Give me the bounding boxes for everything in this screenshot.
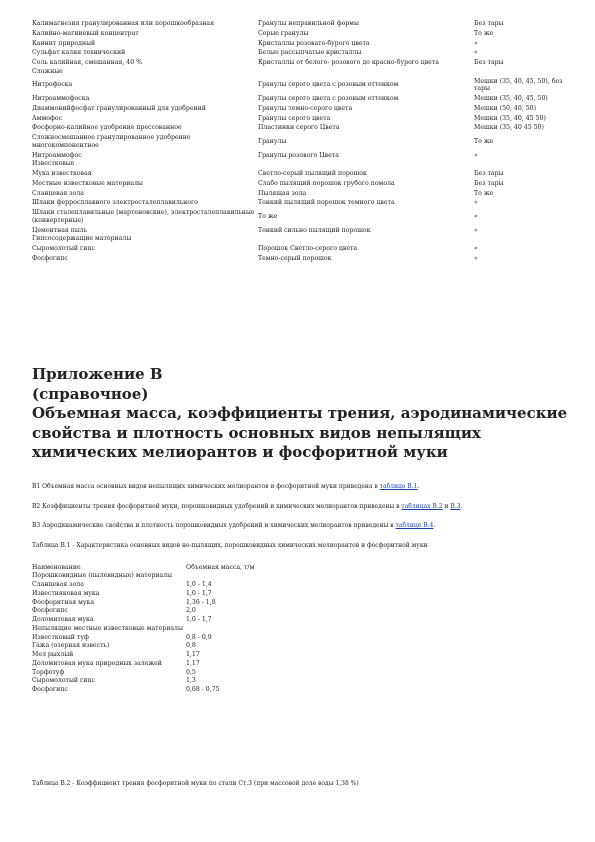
cell-name: Фосфогипс <box>32 254 68 262</box>
cell-pack <box>474 160 567 169</box>
cell-value: 1,0 - 1,7 <box>186 589 212 597</box>
table-row <box>32 19 567 29</box>
cell-name: Сульфат калия технический <box>32 49 126 57</box>
section-row <box>32 160 567 169</box>
cell-name: Непылящие местные известковые материалы <box>32 624 183 632</box>
cell-name: Известковые <box>32 160 75 168</box>
heading-line: Приложение В <box>32 365 163 383</box>
table-row <box>32 642 306 651</box>
cell-name: Известковый туф <box>32 633 89 641</box>
cell-name: Гипсосодержащие материалы <box>32 235 132 243</box>
cell-pack: « <box>474 226 478 234</box>
cell-form: Светло-серый пылящий порошок <box>258 170 367 177</box>
cell-pack: « <box>474 49 478 57</box>
cell-name: Шлаки ферросплавного электросталеплавильного <box>32 199 198 207</box>
cell-name: Сложные <box>32 67 63 75</box>
link-table-b4[interactable]: таблице В.4 <box>395 522 434 529</box>
table-row <box>32 677 306 686</box>
link-table-b2[interactable]: таблицах В.2 <box>401 503 443 510</box>
cell-name: Калимагнезия гранулированная или порошкообразная <box>32 20 215 27</box>
cell-pack: « <box>474 254 478 262</box>
table-row <box>32 123 567 133</box>
cell-form: Гранулы неправильной формы <box>258 20 360 27</box>
cell-pack: Мешки (35, 40, 45 50) <box>474 114 546 122</box>
cell-value <box>186 624 306 633</box>
table-row <box>32 104 567 114</box>
cell-pack: « <box>474 151 478 159</box>
fertilizer-table <box>32 19 567 264</box>
header-value: Объемная масса, т/м <box>186 563 255 571</box>
cell-value: 1,3 <box>186 677 196 685</box>
cell-pack: Мешки (50, 40, 50) <box>474 104 537 112</box>
cell-name: Нитроаммофос <box>32 151 82 159</box>
cell-form: Гранулы серого цвета с розовым оттенком <box>258 81 399 89</box>
cell-form: Пылящая зола <box>258 189 307 197</box>
table-row <box>32 589 306 598</box>
section-row <box>32 572 306 581</box>
table-row <box>32 39 567 49</box>
cell-name: Нитрофоска <box>32 81 73 89</box>
cell-form <box>258 235 474 244</box>
cell-pack: То же <box>474 189 494 197</box>
heading-line: химических мелиорантов и фосфоритной муки <box>32 443 448 461</box>
cell-value: 1,17 <box>186 659 200 667</box>
cell-pack: Мешки (35, 40 45 50) <box>474 124 544 132</box>
table-row <box>32 651 306 660</box>
table-row <box>32 659 306 668</box>
cell-value: 0,8 - 0,9 <box>186 633 212 641</box>
cell-form: Гранулы темно-серого цвета <box>258 104 353 112</box>
cell-form: Гранулы серого цвета с розовым оттенком <box>258 95 399 102</box>
cell-value: 1,0 - 1,4 <box>186 581 212 588</box>
table-row <box>32 226 567 236</box>
cell-pack: « <box>474 39 478 47</box>
cell-name: Фосфорно-калийное удобрение прессованное <box>32 124 182 132</box>
cell-pack: « <box>474 199 478 207</box>
table-row <box>32 169 567 179</box>
table-row <box>32 189 567 199</box>
cell-name: Сложносмешанное гранулированное удобрение многокомпонентное <box>32 134 191 149</box>
table-row <box>32 77 567 95</box>
cell-form: Серые гранулы <box>258 29 309 37</box>
cell-pack <box>474 68 567 77</box>
cell-form: Тонкий пылящий порошок темного цвета <box>258 199 395 207</box>
cell-name: Гажа (озерная известь) <box>32 642 110 650</box>
cell-value: 1,17 <box>186 651 200 658</box>
cell-name: Сыромолотый гипс <box>32 677 95 685</box>
cell-name: Каинит природный <box>32 39 96 47</box>
table-row <box>32 58 567 68</box>
cell-form: Гранулы <box>258 137 287 145</box>
cell-value <box>186 572 306 581</box>
cell-form: То же <box>258 212 278 220</box>
cell-pack: То же <box>474 137 494 145</box>
heading-line: свойства и плотность основных видов непылящих <box>32 423 481 442</box>
cell-name: Шлаки сталеплавильные (мартеновские), электросталеплавильные (конвертерные) <box>32 209 255 224</box>
cell-form: Белые рассыпчатые кристаллы <box>258 49 362 57</box>
cell-name: Известняковая мука <box>32 589 100 597</box>
cell-name: Торфотуф <box>32 668 65 676</box>
cell-form: Тонкий сильно пылящий порошок <box>258 226 371 234</box>
table-row <box>32 616 306 625</box>
cell-pack: То же <box>474 29 494 37</box>
link-table-b1[interactable]: таблице В.1 <box>379 483 418 490</box>
table-row <box>32 208 567 226</box>
cell-name: Цементная пыль <box>32 226 88 234</box>
cell-form <box>258 160 474 169</box>
cell-pack: Мешки (35, 40, 45, 50), без тары <box>474 77 563 93</box>
paragraph-b3: В3 Аэродинамические свойства и плотность порошковидных удобрений и химических мелиорантов приведены в таблице В.4. <box>32 522 436 529</box>
table-row <box>32 48 567 58</box>
cell-value: 0,8 <box>186 642 196 650</box>
cell-name: Аммофос <box>32 114 63 122</box>
table-row <box>32 244 567 254</box>
table-row <box>32 133 567 151</box>
cell-value: 2,0 <box>186 607 196 615</box>
table-row <box>32 29 567 39</box>
bulk-density-table <box>32 563 306 694</box>
cell-name: Фосфогипс <box>32 686 68 693</box>
cell-value: 0,68 - 0,75 <box>186 686 220 693</box>
cell-name: Доломитовая мука природных залежей <box>32 659 162 667</box>
cell-name: Калийно-магниевый концентрат <box>32 29 139 37</box>
cell-name: Фосфогипс <box>32 607 68 615</box>
section-row <box>32 624 306 633</box>
table-row <box>32 607 306 616</box>
cell-pack <box>474 235 567 244</box>
table-header-row <box>32 563 306 572</box>
cell-pack: « <box>474 245 478 252</box>
section-row <box>32 235 567 244</box>
paragraph-b2: В2 Коэффициенты трения фосфоритной муки, порошковидных удобрений и химических мелиорантов приведены в таблицах В.2 и В.3. <box>32 503 463 510</box>
table-b2-caption: Таблица В.2 - Коэффициент трения фосфоритной муки по стали Ст.3 (при массовой доле воды 1,38 %) <box>32 780 359 787</box>
cell-name: Мел рыхлый <box>32 651 74 658</box>
cell-form: Кристаллы розовато-бурого цвета <box>258 39 370 47</box>
cell-name: Сланцевая зола <box>32 189 84 197</box>
table-row <box>32 94 567 104</box>
table-row <box>32 581 306 590</box>
cell-name: Доломитовая мука <box>32 616 94 623</box>
table-row <box>32 668 306 677</box>
cell-name: Фосфоритная мука <box>32 598 95 606</box>
cell-name: Соль калийная, смешанная, 40 % <box>32 59 142 66</box>
cell-value: 1,36 - 1,8 <box>186 598 216 606</box>
cell-pack: Без тары <box>474 170 504 177</box>
cell-name: Местные известковые материалы <box>32 179 143 187</box>
cell-form: Слабо пылящий порошок грубого помола <box>258 179 395 187</box>
table-row <box>32 633 306 642</box>
cell-pack: Без тары <box>474 20 504 27</box>
cell-form <box>258 68 474 77</box>
header-name: Наименование <box>32 563 81 571</box>
cell-name: Порошковидные (пылевидные) материалы <box>32 572 173 580</box>
table-row <box>32 686 306 695</box>
table-row <box>32 598 306 607</box>
heading-line: (справочное) <box>32 384 149 403</box>
cell-name: Диаммонийфосфат гранулированный для удобрений <box>32 104 206 112</box>
cell-name: Мука известковая <box>32 170 92 177</box>
cell-value: 0,5 <box>186 668 196 676</box>
table-row <box>32 114 567 124</box>
cell-name: Нитроаммофоска <box>32 95 90 102</box>
table-row <box>32 179 567 189</box>
link-table-b3[interactable]: В.3 <box>450 503 461 510</box>
table-b1-caption: Таблица В.1 - Характеристика основных видов не-пылящих, порошковидных химических мелиорантов и фосфоритной муки <box>32 542 428 549</box>
cell-name: Сланцевая зола <box>32 581 84 588</box>
heading-line: Объемная масса, коэффициенты трения, аэродинамические <box>32 404 568 422</box>
cell-form: Пластинки серого Цвета <box>258 124 340 132</box>
table-row <box>32 254 567 264</box>
cell-pack: « <box>474 212 478 220</box>
paragraph-b1: В1 Объемная масса основных видов непылящих химических мелиорантов и фосфоритной муки приведена в таблице В.1. <box>32 483 420 490</box>
cell-form: Кристаллы от белого- розового до красно-бурого цвета <box>258 59 439 66</box>
cell-pack: Без тары <box>474 59 504 66</box>
cell-form: Гранулы розового Цвета <box>258 151 339 159</box>
cell-name: Сыромолотый гипс <box>32 245 95 252</box>
section-row <box>32 68 567 77</box>
cell-form: Порошок Светло-серого цвета <box>258 245 358 252</box>
cell-form: Гранулы серого цвета <box>258 114 331 122</box>
cell-value: 1,0 - 1,7 <box>186 616 212 623</box>
cell-pack: Без тары <box>474 179 504 187</box>
cell-form: Темно-серый порошок <box>258 254 332 262</box>
table-row <box>32 198 567 208</box>
appendix-heading <box>32 365 572 463</box>
cell-pack: Мешки (35, 40, 45, 50) <box>474 95 548 102</box>
table-row <box>32 151 567 161</box>
